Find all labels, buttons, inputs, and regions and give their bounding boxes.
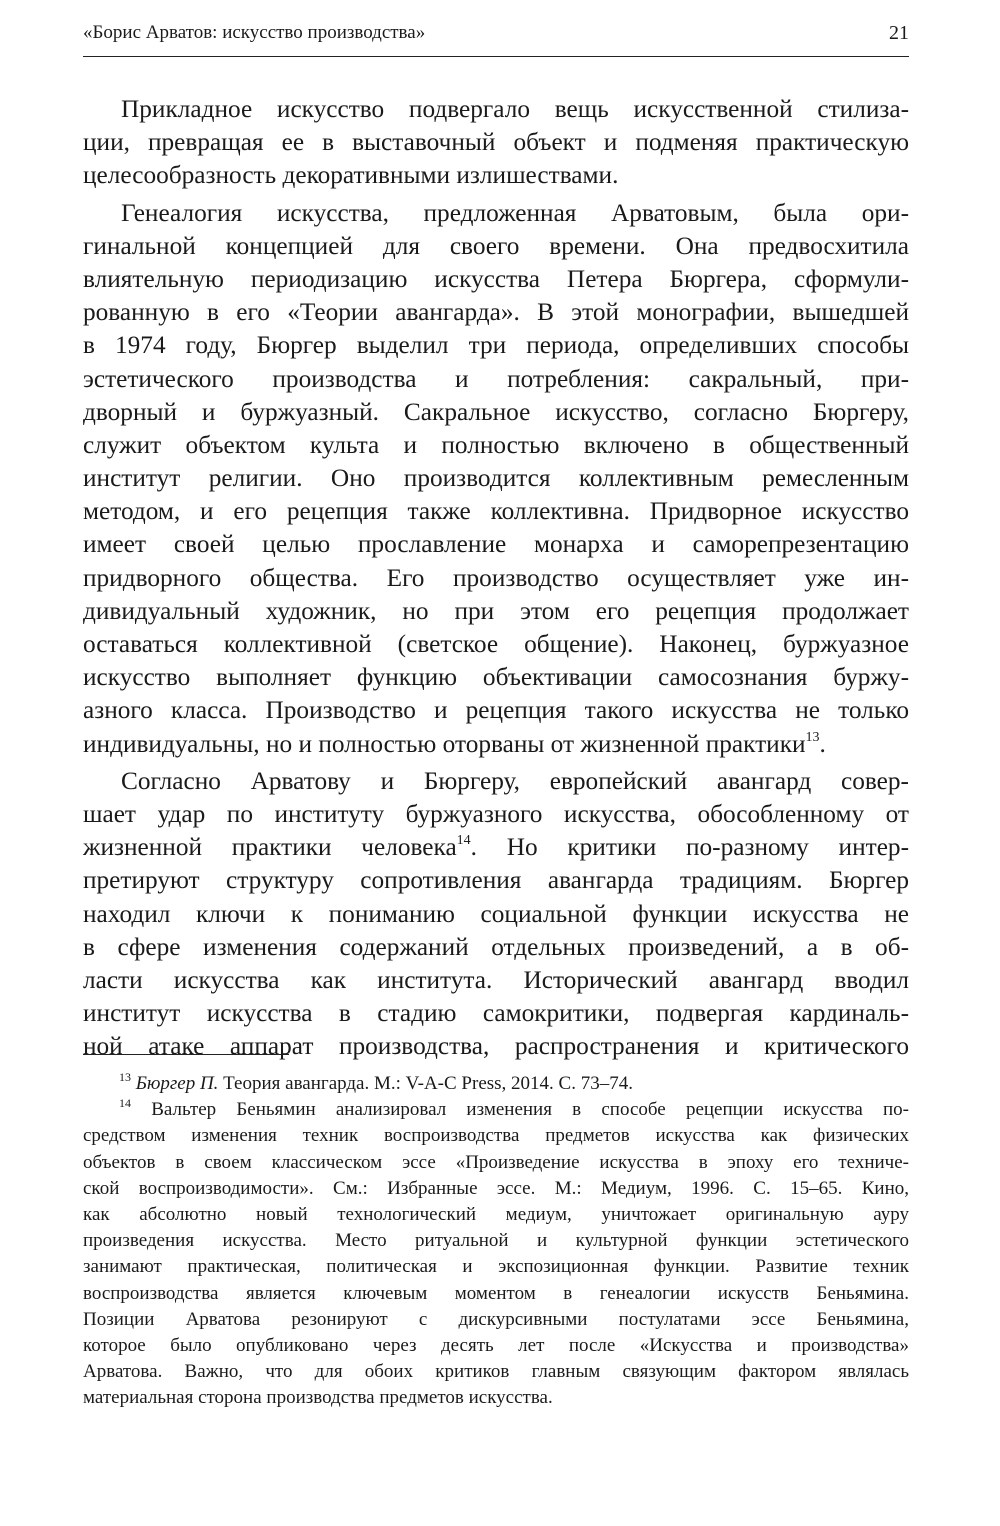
footnote-ref-13[interactable]: 13 xyxy=(805,729,820,745)
footnote-ref-14[interactable]: 14 xyxy=(456,833,471,849)
text-line: методом, и его рецепция также коллективна. Придворное искусство xyxy=(83,497,909,526)
footnote-line: воспроизводства является ключевым моментом в генеалогии искусств Беньямина. xyxy=(83,1282,909,1304)
footnote-line: как абсолютно новый технологический медиум, уничтожает оригинальную ауру xyxy=(83,1203,909,1225)
text-line: служит объектом культа и полностью включено в общественный xyxy=(83,430,909,459)
text-line: Прикладное искусство подвергало вещь искусственной стилиза- xyxy=(121,95,909,123)
footnote-line: объектов в своем классическом эссе «Произведение искусства в эпоху его техниче- xyxy=(83,1151,909,1173)
running-title: «Борис Арватов: искусство производства» xyxy=(83,22,426,43)
text-line: искусство выполняет функцию объективации самосознания буржу- xyxy=(83,663,909,692)
text-line: Генеалогия искусства, предложенная Арватовым, была ори- xyxy=(121,198,909,227)
paragraph-1 xyxy=(83,93,909,193)
text-line: ной атаке аппарат производства, распространения и критического xyxy=(83,1032,909,1061)
main-text xyxy=(83,93,909,1063)
footnote-line: Позиции Арватова резонируют с дискурсивными постулатами эссе Беньямина, xyxy=(83,1308,909,1330)
text-line: ласти искусства как института. Исторический авангард вводил xyxy=(83,965,909,994)
footnote-author: Бюргер П. xyxy=(135,1073,219,1094)
footnote-line: которое было опубликовано через десять лет после «Искусства и производства» xyxy=(83,1334,909,1356)
text-line: эстетического производства и потребления: сакральный, при- xyxy=(83,364,909,393)
text-line: дворный и буржуазный. Сакральное искусство, согласно Бюргеру, xyxy=(83,397,909,426)
text-line-tail: . xyxy=(819,729,826,758)
footnote-line: средством изменения техник воспроизводства предметов искусства как физических xyxy=(83,1125,909,1147)
text-line: находил ключи к пониманию социальной функции искусства не xyxy=(83,899,909,928)
text-line xyxy=(83,831,909,864)
footnote-13 xyxy=(83,1071,909,1097)
paragraph-2 xyxy=(83,197,909,761)
paragraph-3 xyxy=(83,765,909,1064)
footnote-14 xyxy=(83,1097,909,1123)
footnote-line: ской воспроизводимости». См.: Избранные эссе. М.: Медиум, 1996. С. 15–65. Кино, xyxy=(83,1177,909,1199)
book-page xyxy=(83,0,909,1526)
text-line-tail: . Но критики по-разному интер- xyxy=(470,833,909,862)
footnote-line: Арватова. Важно, что для обоих критиков главным связующим фактором являлась xyxy=(83,1361,909,1383)
text-line: дивидуальный художник, но при этом его рецепция продолжает xyxy=(83,596,909,625)
text-line: шает удар по институту буржуазного искусства, обособленному от xyxy=(83,799,909,828)
footnote-number: 13 xyxy=(119,1070,131,1084)
text-line: Согласно Арватову и Бюргеру, европейский авангард совер- xyxy=(121,766,909,795)
footnote-line: произведения искусства. Место ритуальной и культурной функции эстетического xyxy=(83,1230,909,1252)
text-line: имеет своей целью прославление монарха и саморепрезентацию xyxy=(83,530,909,559)
text-line-body: индивидуальны, но и полностью оторваны от жизненной практики xyxy=(83,729,806,758)
text-line: институт религии. Оно производится коллективным ремесленным xyxy=(83,464,909,493)
text-line: в сфере изменения содержаний отдельных произведений, а в об- xyxy=(83,932,909,961)
running-header xyxy=(83,18,909,48)
text-line: влиятельную периодизацию искусства Петера Бюргера, сформули- xyxy=(83,264,909,293)
page-number: 21 xyxy=(889,22,909,44)
text-line: придворного общества. Его производство осуществляет уже ин- xyxy=(83,563,909,592)
text-line: институт искусства в стадию самокритики, подвергая кардиналь- xyxy=(83,999,909,1028)
footnote-text: Теория авангарда. М.: V-A-C Press, 2014. С. 73–74. xyxy=(218,1073,633,1094)
text-line: претируют структуру сопротивления авангарда традициям. Бюргер xyxy=(83,866,909,895)
text-line: рованную в его «Теории авангарда». В этой монографии, вышедшей xyxy=(83,298,909,327)
footnote-text: Вальтер Беньямин анализировал изменения в способе рецепции искусства по- xyxy=(131,1099,909,1121)
text-line: целесообразность декоративными излишествами. xyxy=(83,161,619,190)
footnote-line: занимают практическая, политическая и экспозиционная функции. Развитие техник xyxy=(83,1256,909,1278)
footnote-line: материальная сторона производства предметов искусства. xyxy=(83,1387,553,1409)
text-line: ции, превращая ее в выставочный объект и подменяя практическую xyxy=(83,128,909,157)
footnote-rule xyxy=(83,1054,289,1055)
text-line: азного класса. Производство и рецепция такого искусства не только xyxy=(83,696,909,725)
header-rule xyxy=(83,56,909,57)
footnote-number: 14 xyxy=(119,1096,131,1111)
footnotes xyxy=(83,1071,909,1411)
text-line: оставаться коллективной (светское общение). Наконец, буржуазное xyxy=(83,630,909,658)
text-line xyxy=(83,728,909,761)
text-line-body: жизненной практики человека xyxy=(83,833,457,862)
text-line: в 1974 году, Бюргер выделил три периода, определивших способы xyxy=(83,331,909,360)
text-line: гинальной концепцией для своего времени. Она предвосхитила xyxy=(83,231,909,260)
